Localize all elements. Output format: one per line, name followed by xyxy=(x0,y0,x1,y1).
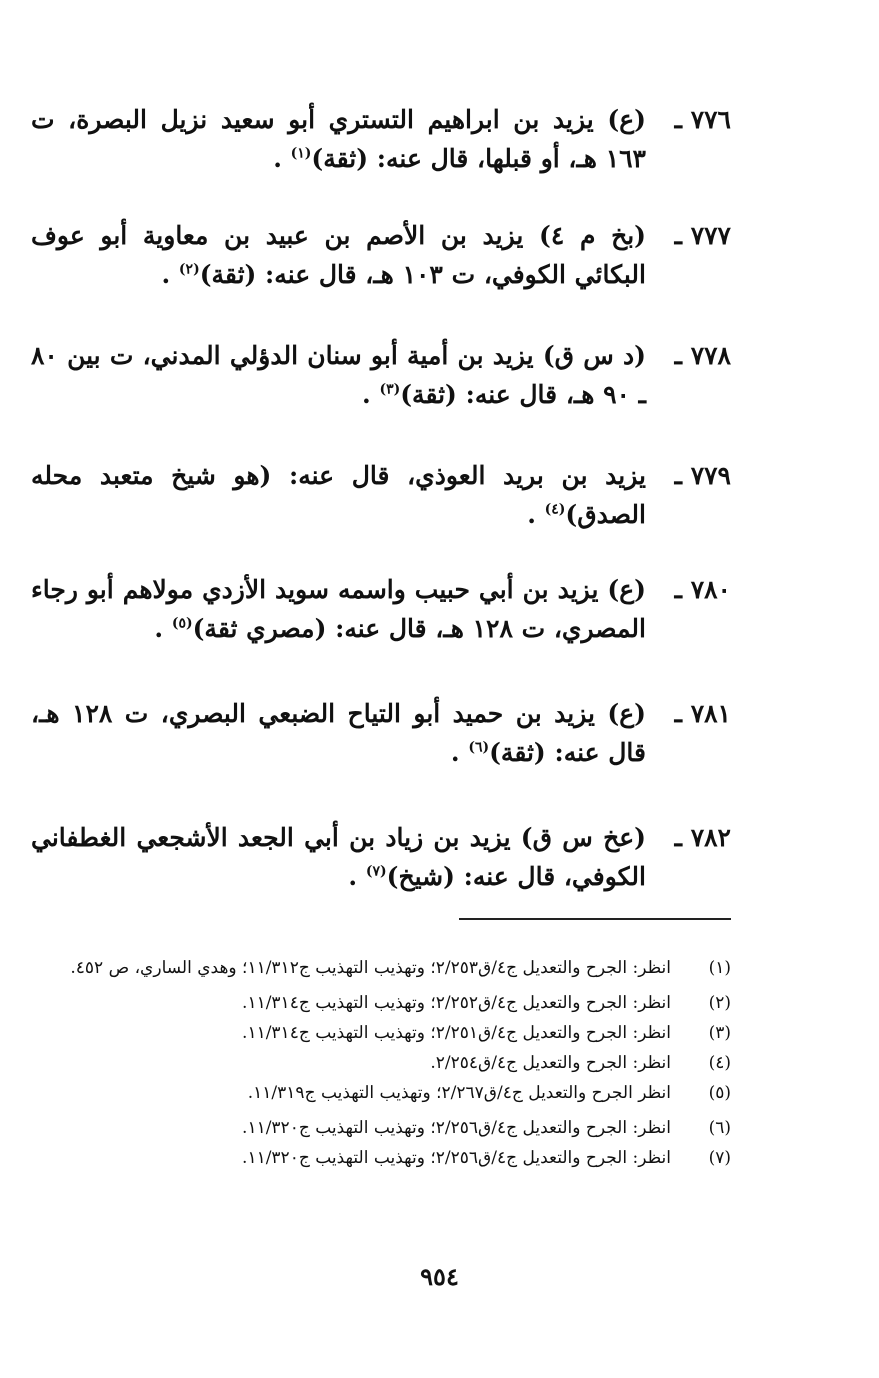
footnote-text: انظر الجرح والتعديل ج٤/ق٢/٢٦٧؛ وتهذيب التهذيب ج١١/٣١٩. xyxy=(247,1083,671,1103)
entry-782 xyxy=(31,818,731,896)
footnote-number: (٦) xyxy=(708,1118,731,1138)
entry-end: . xyxy=(154,614,164,643)
footnote-number: (٢) xyxy=(708,993,731,1013)
entry-number: ٧٨١ ـ xyxy=(674,699,731,728)
entry-text: (ع) يزيد بن ابراهيم التستري أبو سعيد نزيل البصرة، ت ١٦٣ هـ، أو قبلها، قال عنه: (ثقة) xyxy=(31,105,646,173)
entry-end: . xyxy=(450,738,460,767)
entry-text: يزيد بن بريد العوذي، قال عنه: (هو شيخ متعبد محله الصدق) xyxy=(31,461,646,529)
footnote-number: (٧) xyxy=(708,1148,731,1168)
footnote-2 xyxy=(31,990,731,1017)
footnote-text: انظر: الجرح والتعديل ج٤/ق٢/٢٥١؛ وتهذيب التهذيب ج١١/٣١٤. xyxy=(242,1023,671,1043)
entry-end: . xyxy=(273,144,282,173)
footnote-text: انظر: الجرح والتعديل ج٤/ق٢/٢٥٤. xyxy=(430,1053,671,1073)
footnote-number: (١) xyxy=(708,958,731,978)
footnote-ref: (١) xyxy=(290,145,312,162)
entry-number: ٧٧٨ ـ xyxy=(674,341,731,370)
footnote-number: (٣) xyxy=(708,1023,731,1043)
footnote-text: انظر: الجرح والتعديل ج٤/ق٢/٢٥٦؛ وتهذيب التهذيب ج١١/٣٢٠. xyxy=(242,1118,671,1138)
entry-number: ٧٧٩ ـ xyxy=(674,461,731,490)
footnote-text: انظر: الجرح والتعديل ج٤/ق٢/٢٥٢؛ وتهذيب التهذيب ج١١/٣١٤. xyxy=(242,993,671,1013)
entries-list xyxy=(31,100,731,896)
footnote-1 xyxy=(31,955,731,982)
entry-text: (بخ م ٤) يزيد بن الأصم بن عبيد بن معاوية أبو عوف البكائي الكوفي، ت ١٠٣ هـ، قال عنه: (ثقة) xyxy=(31,221,647,289)
entry-text: (د س ق) يزيد بن أمية أبو سنان الدؤلي المدني، ت بين ٨٠ ـ ٩٠ هـ، قال عنه: (ثقة) xyxy=(31,341,646,409)
footnote-ref: (٤) xyxy=(544,501,566,518)
footnote-5 xyxy=(31,1080,731,1107)
entry-end: . xyxy=(161,260,171,289)
entry-text: (ع) يزيد بن أبي حبيب واسمه سويد الأزدي مولاهم أبو رجاء المصري، ت ١٢٨ هـ، قال عنه: (مصري ثقة) xyxy=(31,575,646,643)
entry-text: (ع) يزيد بن حميد أبو التياح الضبعي البصري، ت ١٢٨ هـ، قال عنه: (ثقة) xyxy=(31,699,646,767)
entry-779 xyxy=(31,456,731,534)
footnote-ref: (٦) xyxy=(468,739,490,756)
footnote-text: انظر: الجرح والتعديل ج٤/ق٢/٢٥٣؛ وتهذيب التهذيب ج١١/٣١٢؛ وهدي الساري، ص ٤٥٢. xyxy=(70,958,671,978)
entry-number: ٧٨٢ ـ xyxy=(674,823,731,852)
entry-780 xyxy=(31,570,731,648)
entry-776 xyxy=(31,100,731,178)
entry-end: . xyxy=(348,862,358,891)
footnote-3 xyxy=(31,1020,731,1047)
footnote-ref: (٢) xyxy=(178,261,200,278)
entry-end: . xyxy=(527,500,536,529)
entry-number: ٧٧٧ ـ xyxy=(674,221,731,250)
footnote-ref: (٧) xyxy=(365,863,387,880)
entry-number: ٧٨٠ ـ xyxy=(674,575,731,604)
footnote-text: انظر: الجرح والتعديل ج٤/ق٢/٢٥٦؛ وتهذيب التهذيب ج١١/٣٢٠. xyxy=(242,1148,671,1168)
footnote-7 xyxy=(31,1145,731,1172)
footnote-6 xyxy=(31,1115,731,1142)
footnote-number: (٤) xyxy=(708,1053,731,1073)
footnote-ref: (٥) xyxy=(171,615,193,632)
footnote-4 xyxy=(31,1050,731,1077)
entry-end: . xyxy=(362,380,371,409)
entry-777 xyxy=(31,216,731,294)
entry-781 xyxy=(31,694,731,772)
entry-text: (عخ س ق) يزيد بن زياد بن أبي الجعد الأشجعي الغطفاني الكوفي، قال عنه: (شيخ) xyxy=(31,823,646,891)
footnote-ref: (٣) xyxy=(379,381,401,398)
footnote-separator xyxy=(459,918,731,920)
footnote-number: (٥) xyxy=(708,1083,731,1103)
entry-778 xyxy=(31,336,731,414)
footnotes-list xyxy=(31,955,731,1175)
entry-number: ٧٧٦ ـ xyxy=(674,105,731,134)
page-number: ٩٥٤ xyxy=(420,1262,459,1291)
